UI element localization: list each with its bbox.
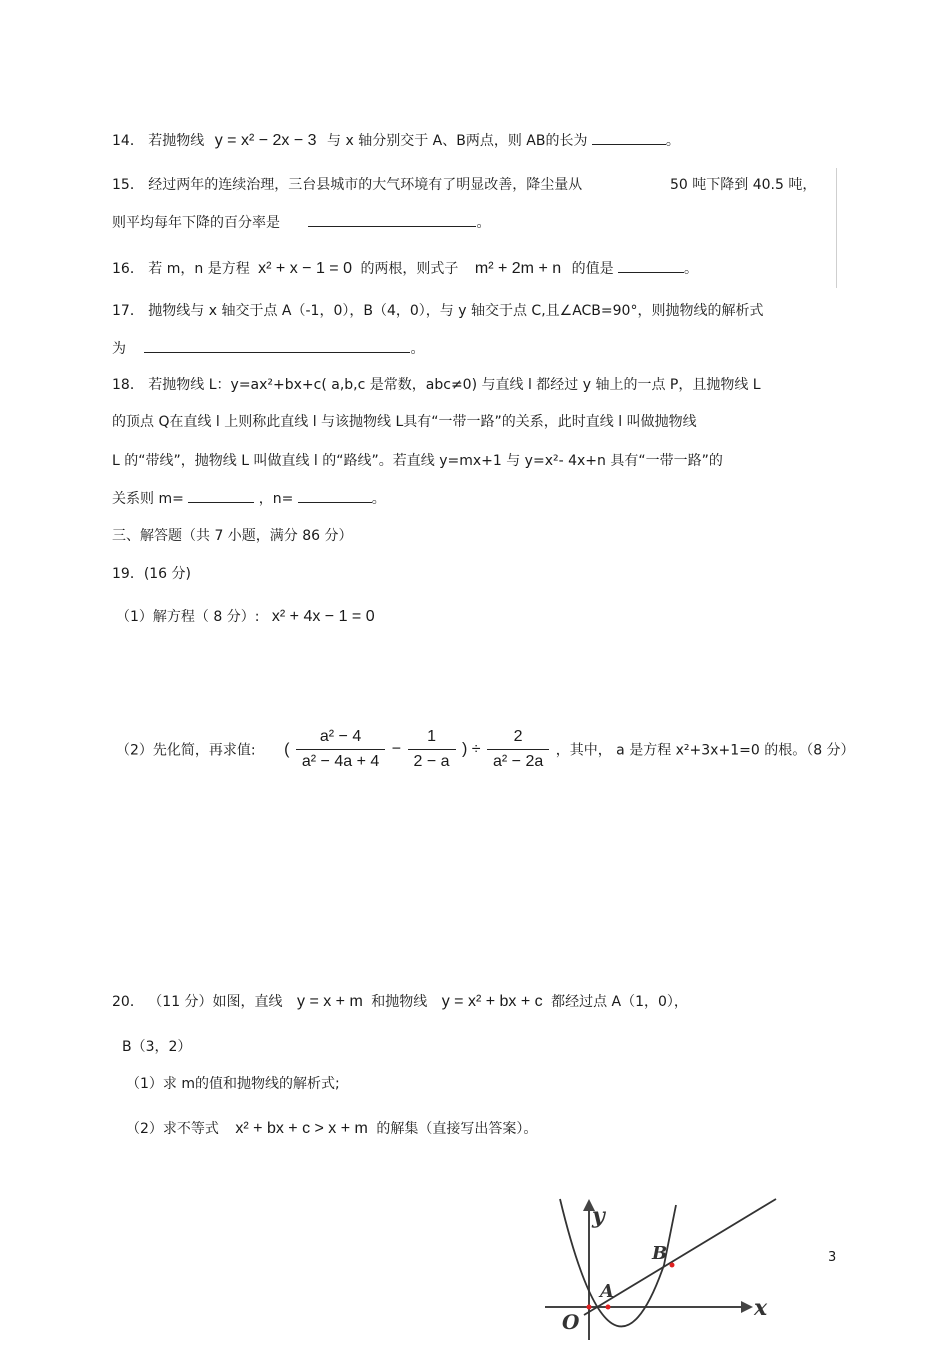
question-17-line-1	[112, 300, 763, 320]
fraction-numerator: 2	[487, 728, 549, 750]
question-15-line-2	[112, 212, 490, 232]
fraction-2	[408, 728, 456, 771]
part-label: （1）解方程（ 8 分）:	[116, 609, 260, 625]
equation-line: y = x + m	[297, 993, 363, 1010]
question-19-title: 19．(16 分)	[112, 566, 192, 582]
question-text: 的顶点 Q在直线 l 上则称此直线 l 与该抛物线 L具有“一带一路”的关系，此时直线 l 叫做抛物线	[112, 414, 697, 430]
question-text: 若抛物线 L：y=ax²+bx+c( a,b,c 是常数，abc≠0) 与直线 l 都经过 y 轴上的一点 P，且抛物线 L	[148, 377, 761, 393]
minus-sign: −	[391, 740, 402, 758]
question-text: 则平均每年下降的百分率是	[112, 215, 280, 231]
fraction-denominator: a² − 2a	[493, 753, 544, 770]
question-18-line-4	[112, 488, 386, 508]
question-number: 20．	[112, 994, 144, 1010]
answer-blank	[592, 130, 666, 145]
question-17-line-2	[112, 338, 424, 358]
point-b-label: B	[652, 1243, 668, 1264]
fraction-numerator: 1	[408, 728, 456, 750]
question-text: 的解集（直接写出答案）。	[376, 1121, 538, 1137]
equation: x² + x − 1 = 0	[258, 260, 352, 277]
question-16	[112, 258, 698, 278]
punctuation: 。	[371, 491, 386, 507]
question-text: 抛物线与 x 轴交于点 A（-1，0），B（4，0），与 y 轴交于点 C,且∠ACB=90°，则抛物线的解析式	[148, 303, 764, 319]
x-axis-label: x	[754, 1295, 768, 1321]
fraction-denominator: a² − 4a + 4	[301, 753, 380, 770]
punctuation: 。	[665, 133, 680, 149]
fraction-3	[487, 728, 549, 771]
question-20-part-2	[126, 1118, 537, 1138]
y-axis-label: y	[592, 1203, 605, 1229]
question-19-part-1	[116, 606, 375, 626]
close-paren-divide: ) ÷	[461, 740, 481, 758]
expression: m² + 2m + n	[474, 260, 562, 277]
punctuation: 。	[684, 261, 699, 277]
open-paren: (	[284, 740, 290, 758]
answer-blank	[144, 338, 410, 353]
question-15-line-1b	[670, 174, 816, 194]
question-text: 为	[112, 341, 126, 357]
question-text: 和抛物线	[371, 994, 428, 1010]
question-text: （11 分）如图，直线	[148, 994, 283, 1010]
question-20-line-1	[112, 991, 688, 1011]
section-heading: 三、解答题（共 7 小题，满分 86 分）	[112, 528, 353, 544]
point-b-marker	[670, 1263, 675, 1268]
equation: y = x² − 2x − 3	[214, 132, 317, 149]
question-20-part-1: （1）求 m的值和抛物线的解析式;	[126, 1076, 340, 1092]
point-a-label: A	[600, 1281, 614, 1302]
origin-label: O	[562, 1310, 580, 1334]
question-number: 17．	[112, 303, 144, 319]
question-text: 都经过点 A（1，0），	[551, 994, 688, 1010]
question-18-line-3	[112, 450, 723, 470]
question-20-line-2: B（3，2）	[122, 1039, 192, 1055]
fraction-numerator: a² − 4	[296, 728, 385, 750]
margin-rule	[836, 168, 837, 288]
question-18-line-2	[112, 411, 697, 431]
question-text: 关系则 m=	[112, 491, 184, 507]
inequality: x² + bx + c > x + m	[235, 1120, 368, 1137]
question-14	[112, 130, 680, 150]
question-text: 的值是	[571, 261, 614, 277]
question-number: 18．	[112, 377, 144, 393]
question-number: 14．	[112, 133, 144, 149]
punctuation: 。	[410, 341, 425, 357]
question-text: 的两根，则式子	[360, 261, 459, 277]
question-text: ，其中， a 是方程 x²+3x+1=0 的根。（8 分）	[555, 742, 855, 759]
question-text: 经过两年的连续治理，三台县城市的大气环境有了明显改善，降尘量从	[148, 177, 583, 193]
question-text: ，n=	[258, 491, 294, 507]
page-number: 3	[828, 1250, 837, 1265]
point-a-marker	[606, 1305, 611, 1310]
part-label: （2）求不等式	[126, 1121, 219, 1137]
part-label: （2）先化简，再求值:	[116, 742, 256, 759]
question-19-part-2	[116, 728, 855, 771]
question-15-line-1	[112, 174, 582, 194]
question-text: L 的“带线”，抛物线 L 叫做直线 l 的“路线”。若直线 y=mx+1 与 y=x²- 4x+n 具有“一带一路”的	[112, 453, 723, 469]
question-number: 16．	[112, 261, 144, 277]
answer-blank	[618, 258, 684, 273]
graph-figure	[540, 1195, 780, 1345]
question-text: 50 吨下降到 40.5 吨，	[670, 177, 817, 193]
question-text: 与 x 轴分别交于 A、B两点，则 AB的长为	[327, 133, 588, 149]
question-18-line-1	[112, 374, 761, 394]
equation: x² + 4x − 1 = 0	[271, 608, 375, 625]
origin-marker	[587, 1305, 592, 1310]
question-text: 若 m，n 是方程	[148, 261, 250, 277]
equation-parabola: y = x² + bx + c	[441, 993, 543, 1010]
x-axis-arrow-icon	[741, 1301, 753, 1313]
answer-blank	[308, 212, 476, 227]
answer-blank-m	[188, 488, 254, 503]
fraction-denominator: 2 − a	[413, 753, 450, 770]
fraction-1	[296, 728, 385, 771]
question-text: 若抛物线	[148, 133, 205, 149]
question-number: 15．	[112, 177, 144, 193]
punctuation: 。	[476, 215, 491, 231]
answer-blank-n	[298, 488, 372, 503]
